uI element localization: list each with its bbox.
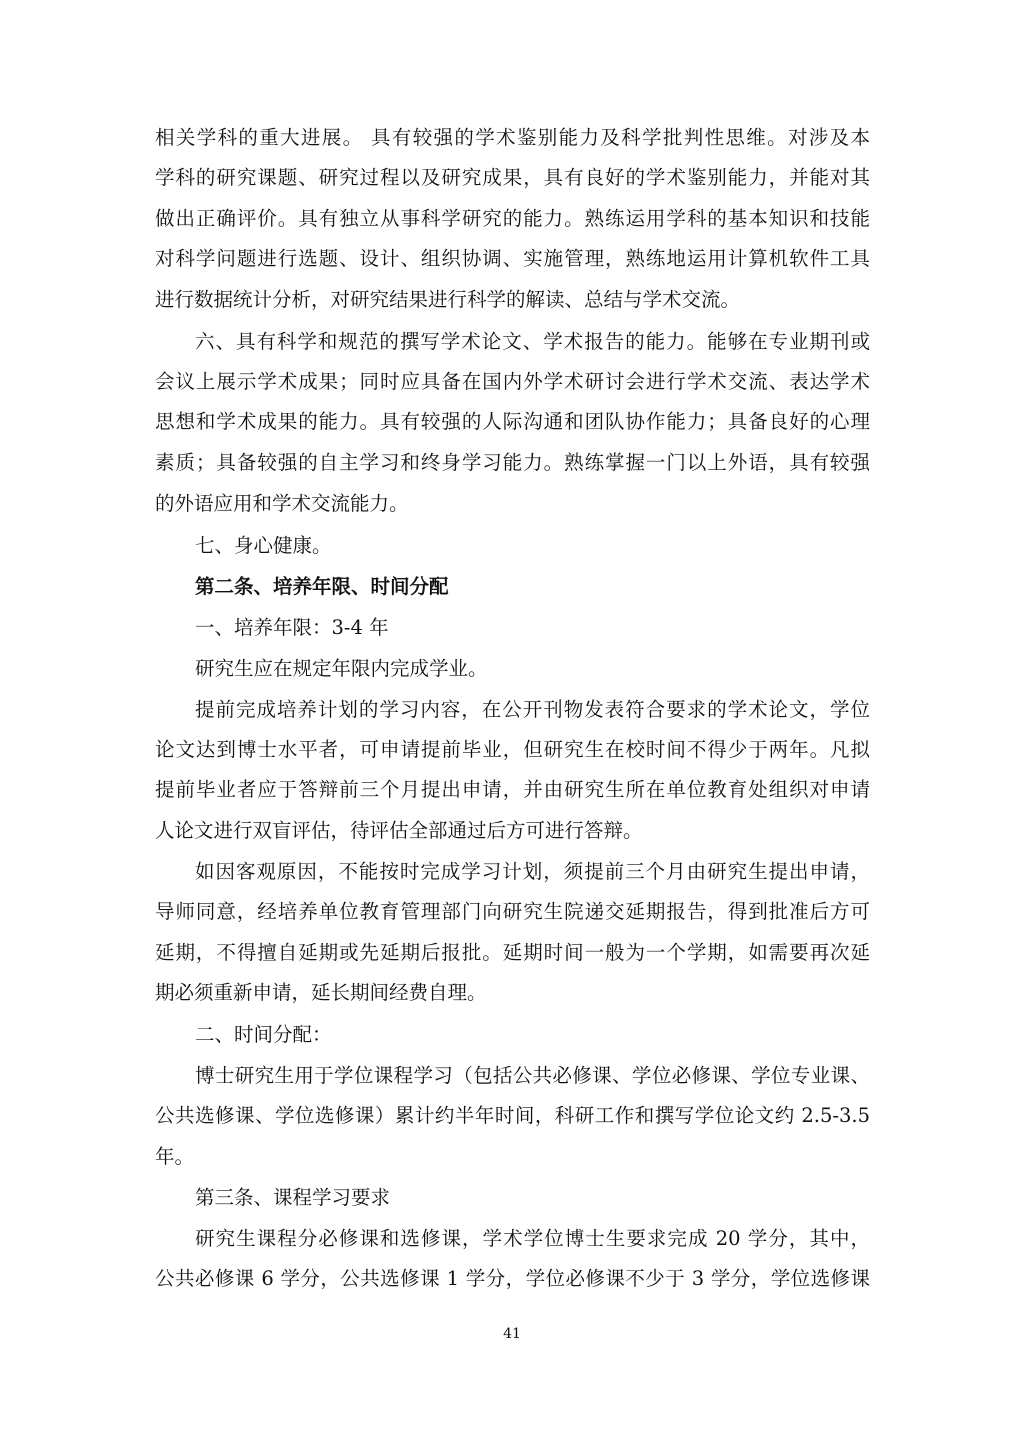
paragraph-line: 提前毕业者应于答辩前三个月提出申请，并由研究生所在单位教育处组织对申请 xyxy=(155,778,870,801)
paragraph-line: 做出正确评价。具有独立从事科学研究的能力。熟练运用学科的基本知识和技能 xyxy=(155,207,870,230)
paragraph-line: 如因客观原因，不能按时完成学习计划，须提前三个月由研究生提出申请， xyxy=(195,860,870,883)
paragraph-line: 导师同意，经培养单位教育管理部门向研究生院递交延期报告，得到批准后方可 xyxy=(155,900,870,923)
section-heading: 第三条、课程学习要求 xyxy=(195,1186,391,1209)
paragraph-line: 六、具有科学和规范的撰写学术论文、学术报告的能力。能够在专业期刊或 xyxy=(195,330,870,353)
paragraph-line: 年。 xyxy=(155,1145,195,1168)
page-number: 41 xyxy=(503,1326,521,1342)
paragraph-line: 二、时间分配： xyxy=(195,1023,332,1046)
paragraph-line: 思想和学术成果的能力。具有较强的人际沟通和团队协作能力；具备良好的心理 xyxy=(155,410,870,433)
paragraph-line: 七、身心健康。 xyxy=(195,534,332,557)
paragraph-line: 研究生课程分必修课和选修课，学术学位博士生要求完成 20 学分，其中， xyxy=(195,1227,870,1250)
paragraph-line: 的外语应用和学术交流能力。 xyxy=(155,492,409,515)
paragraph-line: 进行数据统计分析，对研究结果进行科学的解读、总结与学术交流。 xyxy=(155,288,741,311)
paragraph-line: 延期，不得擅自延期或先延期后报批。延期时间一般为一个学期，如需要再次延 xyxy=(155,941,870,964)
paragraph-line: 研究生应在规定年限内完成学业。 xyxy=(195,657,488,680)
section-heading: 第二条、培养年限、时间分配 xyxy=(195,575,449,598)
paragraph-line: 对科学问题进行选题、设计、组织协调、实施管理，熟练地运用计算机软件工具 xyxy=(155,247,870,270)
paragraph-line: 公共选修课、学位选修课）累计约半年时间，科研工作和撰写学位论文约 2.5-3.5 xyxy=(155,1104,870,1127)
paragraph-line: 博士研究生用于学位课程学习（包括公共必修课、学位必修课、学位专业课、 xyxy=(195,1064,870,1087)
paragraph-line: 一、培养年限：3-4 年 xyxy=(195,616,389,639)
paragraph-line: 素质；具备较强的自主学习和终身学习能力。熟练掌握一门以上外语，具有较强 xyxy=(155,451,870,474)
paragraph-line: 人论文进行双盲评估，待评估全部通过后方可进行答辩。 xyxy=(155,819,643,842)
paragraph-line: 论文达到博士水平者，可申请提前毕业，但研究生在校时间不得少于两年。凡拟 xyxy=(155,738,870,761)
paragraph-line: 相关学科的重大进展。 具有较强的学术鉴别能力及科学批判性思维。对涉及本 xyxy=(155,126,870,149)
paragraph-line: 期必须重新申请，延长期间经费自理。 xyxy=(155,981,487,1004)
paragraph-line: 会议上展示学术成果；同时应具备在国内外学术研讨会进行学术交流、表达学术 xyxy=(155,370,870,393)
paragraph-line: 学科的研究课题、研究过程以及研究成果，具有良好的学术鉴别能力，并能对其 xyxy=(155,166,870,189)
paragraph-line: 公共必修课 6 学分，公共选修课 1 学分，学位必修课不少于 3 学分，学位选修课 xyxy=(155,1267,870,1290)
paragraph-line: 提前完成培养计划的学习内容，在公开刊物发表符合要求的学术论文，学位 xyxy=(195,698,870,721)
